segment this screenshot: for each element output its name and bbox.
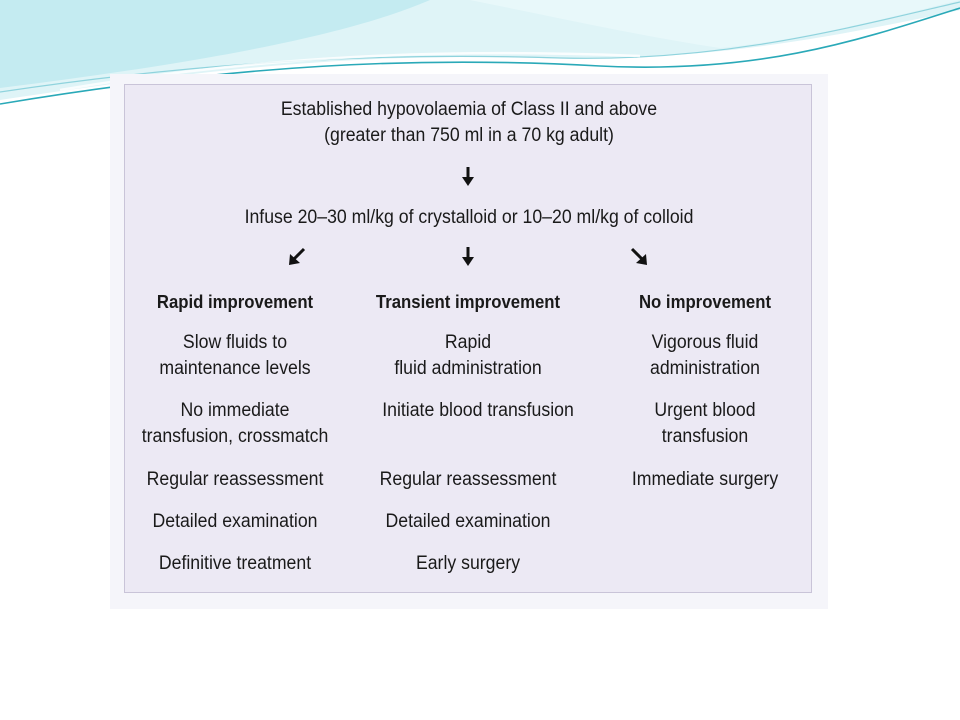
down-left-arrow-icon xyxy=(287,247,307,267)
rapid-item: Slow fluids to maintenance levels xyxy=(159,332,311,379)
transient-item: Regular reassessment xyxy=(379,469,557,490)
column-heading-none: No improvement xyxy=(638,292,772,312)
rapid-item: Definitive treatment xyxy=(158,553,312,574)
flowchart-panel xyxy=(124,84,812,593)
transient-item: Rapid fluid administration xyxy=(394,332,542,379)
column-heading-rapid: Rapid improvement xyxy=(156,292,314,312)
title-line-2: (greater than 750 ml in a 70 kg adult) xyxy=(324,125,614,146)
rapid-item: No immediate transfusion, crossmatch xyxy=(141,400,329,447)
down-right-arrow-icon xyxy=(629,247,649,267)
transient-item: Initiate blood transfusion xyxy=(382,400,574,421)
down-arrow-icon xyxy=(461,167,475,187)
transient-item: Early surgery xyxy=(415,553,521,574)
none-item: Vigorous fluid administration xyxy=(649,332,761,379)
rapid-item: Detailed examination xyxy=(152,511,318,532)
none-item: Immediate surgery xyxy=(631,469,779,490)
down-arrow-icon xyxy=(461,247,475,267)
rapid-item: Regular reassessment xyxy=(146,469,324,490)
transient-item: Detailed examination xyxy=(385,511,551,532)
column-heading-transient: Transient improvement xyxy=(375,292,561,312)
initial-step: Infuse 20–30 ml/kg of crystalloid or 10–20 ml/kg of colloid xyxy=(244,207,694,228)
title-line-1: Established hypovolaemia of Class II and above xyxy=(280,99,658,120)
none-item: Urgent blood transfusion xyxy=(654,400,756,447)
